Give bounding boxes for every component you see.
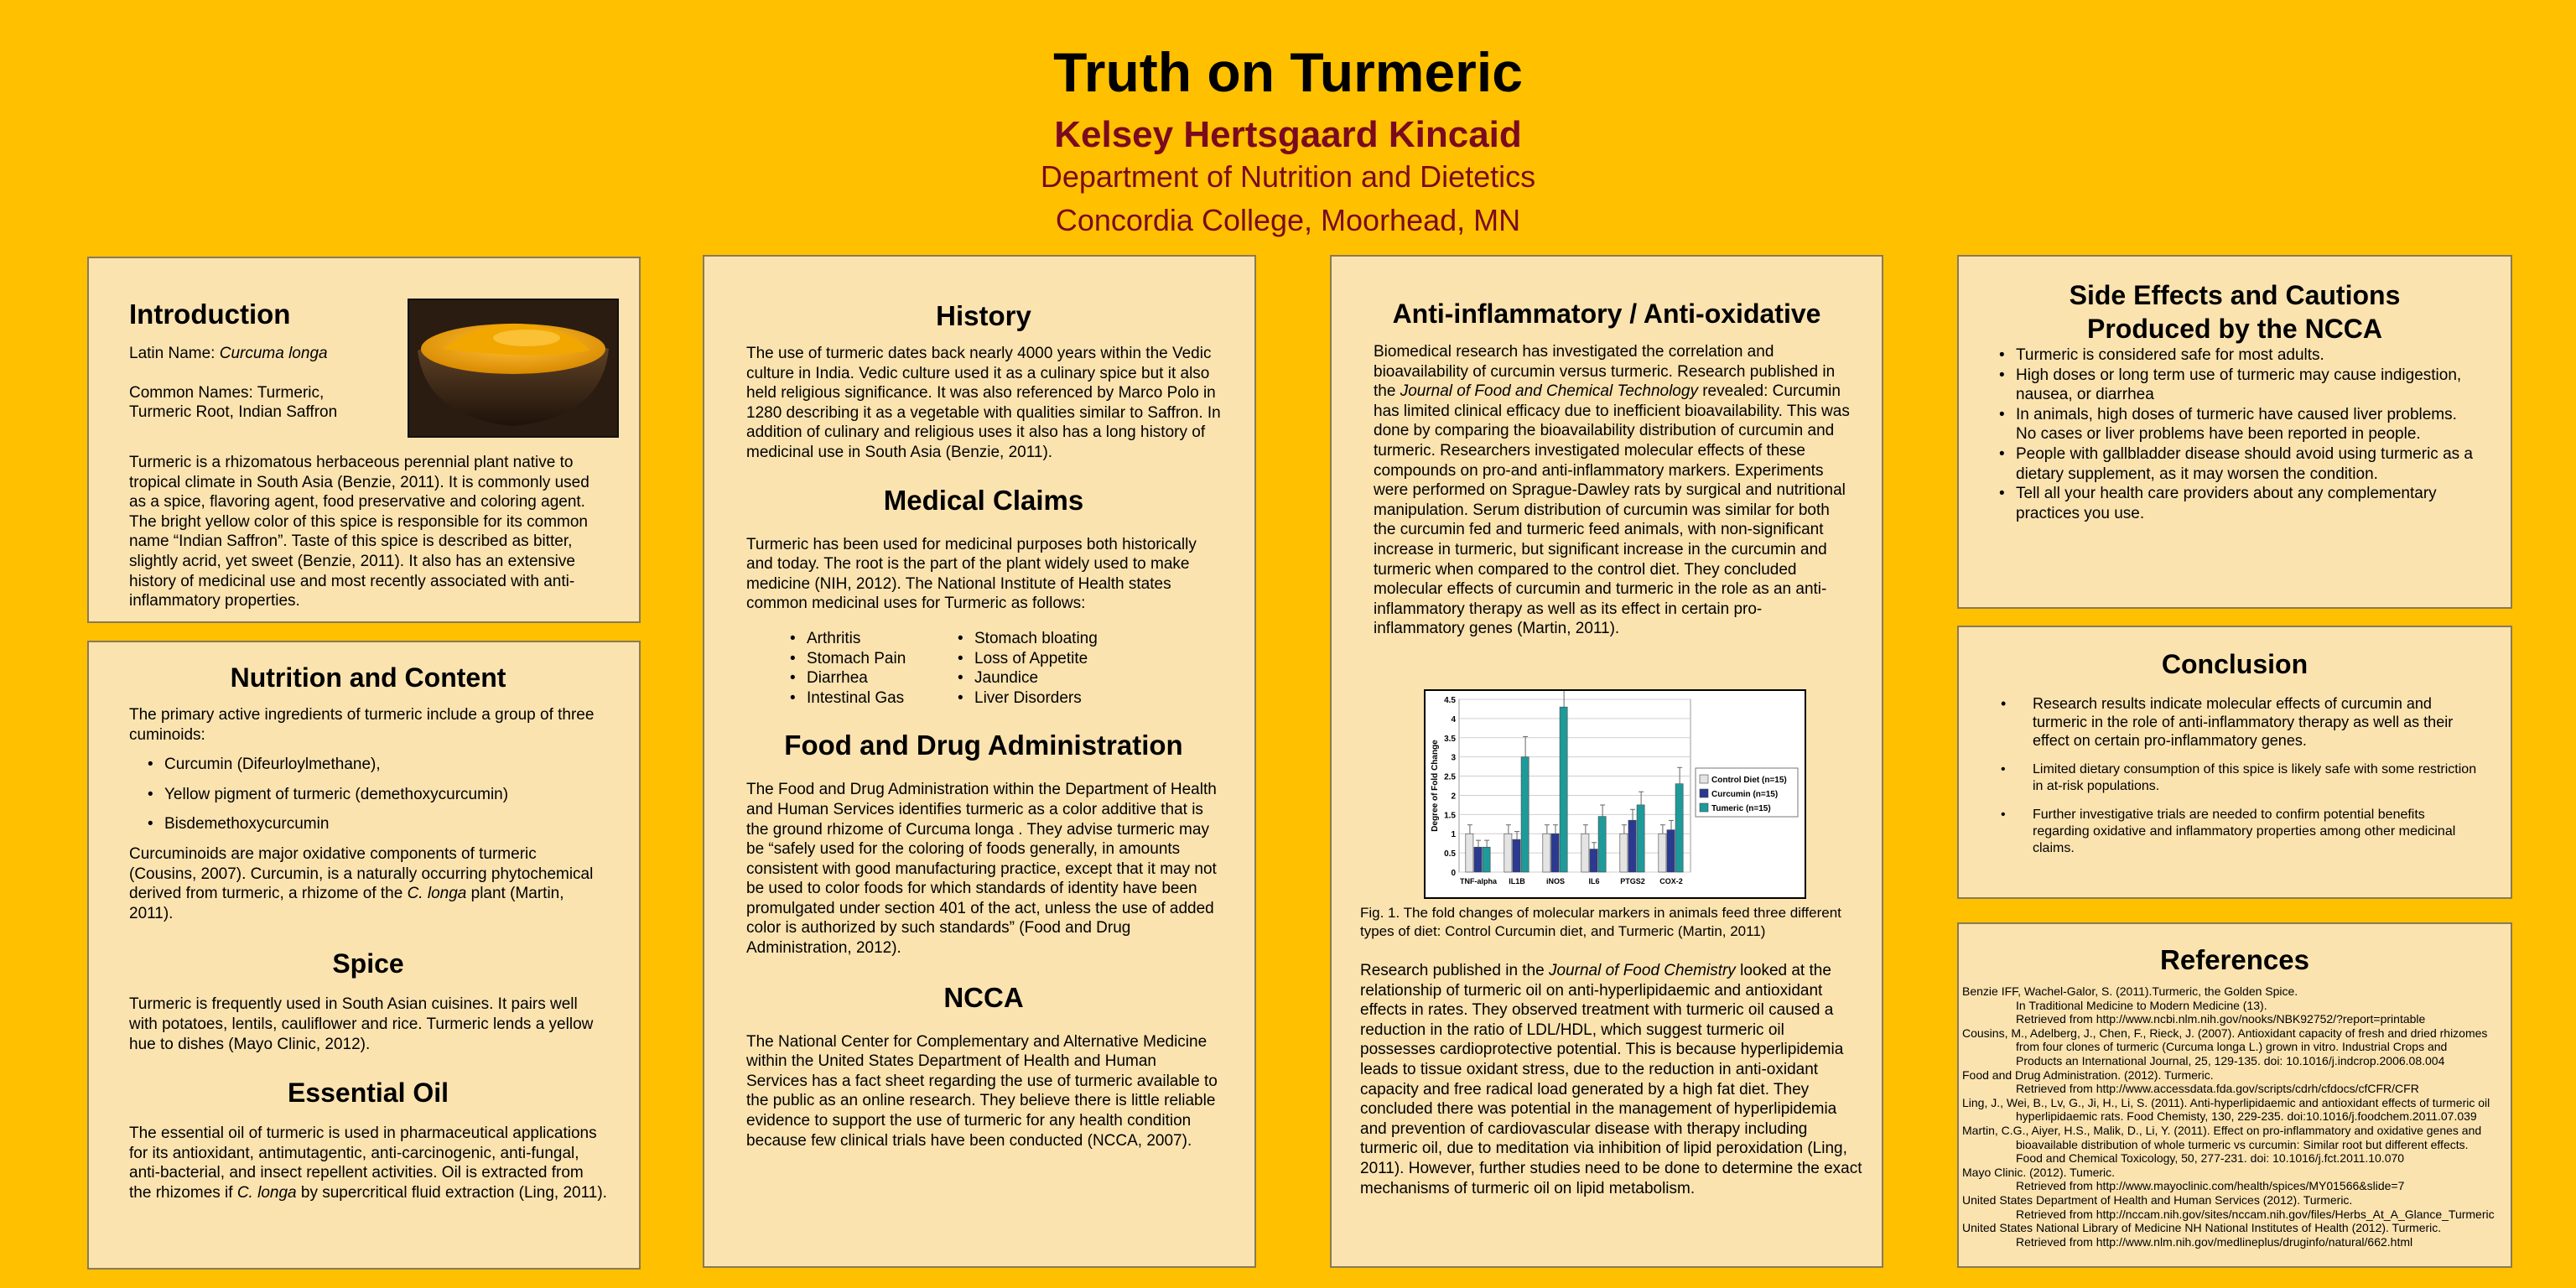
introduction-body: Turmeric is a rhizomatous herbaceous perennial plant native to tropical climate in South Asia (Benzie, 2011). It is commonly used as a spice, flavoring agent, food preservative and coloring agent. The bright yellow color of this spice is responsible for its common name “Indian Saffron”. Taste of this spice is described as bitter, slightly acrid, yet sweet (Benzie, 2011). It also has an extensive history of medicinal use and most recently associated with anti-inflammatory properties.	[129, 454, 589, 610]
latin-label: Latin Name:	[129, 345, 220, 362]
reference-line: Products an International Journal, 25, 129-135. doi: 10.1016/j.indcrop.2006.08.004	[2016, 1053, 2445, 1067]
essential-oil-italic: C. longa	[236, 1183, 297, 1202]
reference-line: Retrieved from http://www.accessdata.fda.gov/scripts/cdrh/cfdocs/cfCFR/CFR	[2016, 1082, 2419, 1096]
x-tick-label: TNF-alpha	[1460, 877, 1497, 886]
reference-first-line: Ling, J., Wei, B., Lv, G., Ji, H., Li, S. (2011). Anti-hyperlipidaemic and antioxidant effects of turmeric oil	[1962, 1095, 2490, 1109]
medical-uses-list	[746, 629, 1221, 708]
list-item: • Turmeric is considered safe for most adults.	[1997, 345, 2475, 366]
anti-body2-text-end: looked at the relationship of turmeric oil on anti-hyperlipidaemic and antioxidant effects in rates. They observed treatment with turmeric oil caused a reduction in the ratio of LDL/HDL, which suggest turmeric oil possesses cardioprotective potential. This is because hyperlipidemia leads to tissue oxidant stress, due to the reduction in anti-oxidant capacity and free radical load generated by a high fat diet. They concluded there was potential in the management of hyperlipidemia and prevention of cardiovascular disease with therapy including turmeric oil, due to meditation via inhibition of lipid peroxidation (Ling, 2011). However, further studies need to be done to determine the exact mechanisms of turmeric oil on lipid metabolism.	[1360, 962, 1862, 1197]
reference-entry	[1962, 1193, 2507, 1221]
reference-first-line: Martin, C.G., Aiyer, H.S., Malik, D., Li, Y. (2011). Effect on pro-inflammatory and oxidative genes and	[1962, 1123, 2482, 1137]
poster-title: Truth on Turmeric	[1053, 41, 1523, 103]
anti-body-italic: Journal of Food and Chemical Technology	[1400, 382, 1698, 401]
list-item: • Limited dietary consumption of this spice is likely safe with some restriction in at-risk populations.	[1999, 761, 2477, 795]
anti-body-text: Biomedical research has investigated the correlation and bioavailability of curcumin versus turmeric. Research published in the	[1374, 343, 1836, 401]
anti-body2-text: Research published in the	[1360, 962, 1549, 979]
author-name: Kelsey Hertsgaard Kincaid	[1054, 114, 1522, 155]
history-title: History	[936, 300, 1031, 331]
reference-entry	[1962, 1096, 2507, 1124]
reference-first-line: Benzie IFF, Wachel-Galor, S. (2011).Turmeric, the Golden Spice.	[1962, 984, 2298, 998]
anti-body-text-end: revealed: Curcumin has limited clinical efficacy due to inefficient bioavailability. This was done by comparing the bioavailability distribution of curcumin and turmeric. Researchers investigated molecular effects of these compounds on pro-and anti-inflammatory markers. Experiments were performed on Sprague-Dawley rats by surgical and nutritional manipulation. Serum distribution of curcumin was similar for both the curcumin fed and turmeric feed animals, with non-significant increase in turmeric, but significant increase in the curcumin and turmeric when compared to the control diet. They concluded molecular effects of curcumin and turmeric in the role as an anti-inflammatory therapy as well as its effect in certain pro-inflammatory genes (Martin, 2011).	[1374, 382, 1850, 638]
conclusion-title: Conclusion	[2161, 649, 2309, 679]
bar	[1466, 834, 1473, 872]
essential-oil-title: Essential Oil	[287, 1078, 449, 1109]
fda-title: Food and Drug Administration	[784, 730, 1183, 761]
legend-swatch	[1700, 803, 1708, 812]
ncca-title: NCCA	[943, 981, 1024, 1013]
essential-oil-text: The essential oil of turmeric is used in pharmaceutical applications for its antioxidant, antimutagentic, anti-carcinogenic, anti-fungal, anti-bacterial, and insect repellent activities. Oil is extracted from the rhizomes if	[129, 1124, 597, 1202]
bar	[1543, 834, 1550, 872]
reference-line: bioavailable distribution of whole turmeric vs curcumin: Similar root but different effects.	[2016, 1137, 2469, 1151]
y-tick-label: 4.5	[1444, 696, 1456, 705]
legend-swatch	[1700, 775, 1708, 783]
legend-label: Tumeric (n=15)	[1711, 804, 1771, 813]
common-names-1: Common Names: Turmeric,	[129, 383, 325, 402]
x-tick-label: COX-2	[1659, 877, 1683, 886]
anti-body2-italic: Journal of Food Chemistry	[1548, 962, 1736, 979]
reference-first-line: Mayo Clinic. (2012). Tumeric.	[1962, 1165, 2116, 1179]
bar	[1628, 820, 1636, 872]
legend-label: Control Diet (n=15)	[1711, 776, 1787, 785]
list-item: • Stomach bloating	[956, 629, 1098, 649]
list-item: • Curcumin (Difeurloylmethane),	[146, 755, 607, 775]
reference-entry	[1962, 1221, 2507, 1249]
y-tick-label: 1	[1451, 830, 1456, 840]
reference-line: Retrieved from http://www.mayoclinic.com/health/spices/MY01566&slide=7	[2016, 1179, 2405, 1193]
list-item: • People with gallbladder disease should avoid using turmeric as a dietary supplement, as it may worsen the condition.	[1997, 444, 2475, 484]
y-tick-label: 4	[1451, 714, 1456, 724]
fold-change-chart	[1424, 689, 1806, 899]
reference-line: hyperlipidaemic rats. Food Chemisty, 130, 229-235. doi:10.1016/j.foodchem.2011.07.039	[2016, 1109, 2477, 1124]
side-effects-title-1: Side Effects and Cautions	[2069, 280, 2401, 310]
reference-line: from four clones of turmeric (Curcuma longa L.) grown in vitro. Industrial Crops and	[2016, 1040, 2448, 1054]
college: Concordia College, Moorhead, MN	[1055, 203, 1521, 237]
medical-claims-title: Medical Claims	[883, 484, 1084, 516]
reference-first-line: United States Department of Health and Human Services (2012). Turmeric.	[1962, 1192, 2353, 1207]
list-item: • Liver Disorders	[956, 688, 1098, 709]
list-item: • Research results indicate molecular effects of curcumin and turmeric in the role of anti-inflammatory therapy as well as their effect on certain pro-inflammatory genes.	[1999, 694, 2477, 750]
y-tick-label: 0	[1451, 869, 1456, 878]
list-item: • Further investigative trials are needed to confirm potential benefits regarding oxidative and inflammatory properties among other medicinal claims.	[1999, 807, 2477, 857]
legend-swatch	[1700, 789, 1708, 797]
y-tick-label: 2	[1451, 792, 1456, 802]
anti-inflammatory-body	[1374, 342, 1852, 639]
reference-entry	[1962, 1068, 2507, 1096]
reference-line: Food and Chemical Toxicology, 50, 277-231. doi: 10.1016/j.fct.2011.10.070	[2016, 1151, 2405, 1166]
references-panel	[1957, 922, 2512, 1268]
bar	[1581, 834, 1589, 872]
list-item: • Yellow pigment of turmeric (demethoxycurcumin)	[146, 785, 607, 805]
bar	[1504, 834, 1512, 872]
latin-name	[129, 344, 397, 364]
side-effects-panel	[1957, 255, 2512, 609]
bar	[1560, 707, 1567, 872]
nutrition-body-italic: C. longa	[407, 885, 467, 903]
references-list	[1962, 984, 2507, 1249]
nutrition-body-text-end: plant (Martin, 2011).	[129, 885, 564, 922]
nutrition-intro: The primary active ingredients of turmeric include a group of three cuminoids:	[129, 706, 595, 744]
anti-inflammatory-panel	[1330, 255, 1883, 1268]
reference-first-line: United States National Library of Medicine NH National Institutes of Health (2012). Turmeric.	[1962, 1221, 2442, 1235]
conclusion-panel	[1957, 626, 2512, 899]
figure-caption: Fig. 1. The fold changes of molecular markers in animals feed three different types of diet: Control Curcumin diet, and Turmeric (Martin, 2011)	[1360, 905, 1841, 939]
medical-uses-col1	[788, 629, 956, 708]
spice-title: Spice	[332, 948, 404, 979]
bar	[1667, 830, 1675, 872]
medical-uses-col2	[956, 629, 1098, 708]
list-item: • Loss of Appetite	[956, 649, 1098, 669]
reference-line: In Traditional Medicine to Modern Medicine (13).	[2016, 998, 2267, 1012]
side-effects-list	[1997, 345, 2475, 523]
reference-first-line: Cousins, M., Adelberg, J., Chen, F., Rieck, J. (2007). Antioxidant capacity of fresh and dried rhizomes	[1962, 1026, 2488, 1040]
history-body: The use of turmeric dates back nearly 4000 years within the Vedic culture in India. Vedic culture used it as a culinary spice but it also held religious significance. It was also referenced by Marco Polo in 1280 describing it as a vegetable with qualities similar to Saffron. In addition of culinary and religious uses it also has a long history of medicinal use in South Asia (Benzie, 2011).	[746, 345, 1221, 461]
x-tick-label: PTGS2	[1620, 877, 1645, 886]
reference-line: Retrieved from http://nccam.nih.gov/sites/nccam.nih.gov/files/Herbs_At_A_Glance_Turmeric	[2016, 1207, 2495, 1221]
nutrition-body-text: Curcuminoids are major oxidative components of turmeric (Cousins, 2007). Curcumin, is a naturally occurring phytochemical derived from turmeric, a rhizome of the	[129, 844, 594, 903]
ncca-body: The National Center for Complementary and Alternative Medicine within the United States Department of Health and Human Services has a fact sheet regarding the use of turmeric available to the public as an online research. They believe there is little reliable evidence to support the use of turmeric for any health condition because few clinical trials have been conducted (NCCA, 2007).	[746, 1032, 1218, 1150]
y-axis-label: Degree of Fold Change	[1431, 740, 1440, 832]
x-tick-label: IL6	[1588, 877, 1600, 886]
medical-claims-body: Turmeric has been used for medicinal purposes both historically and today. The root is the part of the plant widely used to make medicine (NIH, 2012). The National Institute of Health states common medicinal uses for Turmeric as follows:	[746, 535, 1197, 613]
x-tick-label: IL1B	[1509, 877, 1525, 886]
essential-oil-body	[129, 1124, 607, 1202]
bar	[1675, 784, 1683, 872]
legend-label: Curcumin (n=15)	[1711, 790, 1779, 799]
reference-line: Retrieved from http://www.ncbi.nlm.nih.gov/nooks/NBK92752/?report=printable	[2016, 1012, 2426, 1026]
fold-change-chart-svg	[1426, 691, 1801, 894]
side-effects-title-2: Produced by the NCCA	[2086, 314, 2383, 344]
reference-entry	[1962, 1166, 2507, 1193]
introduction-panel	[87, 257, 641, 623]
bar	[1637, 805, 1644, 872]
department: Department of Nutrition and Dietetics	[1040, 159, 1536, 194]
list-item: • In animals, high doses of turmeric have caused liver problems. No cases or liver problems have been reported in people.	[1997, 405, 2475, 444]
bar	[1513, 839, 1520, 872]
spice-body: Turmeric is frequently used in South Asian cuisines. It pairs well with potatoes, lentils, cauliflower and rice. Turmeric lends a yellow hue to dishes (Mayo Clinic, 2012).	[129, 995, 594, 1053]
reference-first-line: Food and Drug Administration. (2012). Turmeric.	[1962, 1067, 2214, 1082]
anti-inflammatory-title: Anti-inflammatory / Anti-oxidative	[1392, 299, 1821, 329]
bar	[1474, 847, 1482, 872]
list-item: • Jaundice	[956, 668, 1098, 688]
conclusion-list	[1999, 694, 2477, 857]
cuminoid-list	[146, 755, 607, 834]
list-item: • Stomach Pain	[788, 649, 956, 669]
references-title: References	[2160, 944, 2309, 975]
essential-oil-text-end: by supercritical fluid extraction (Ling, 2011).	[296, 1183, 607, 1202]
list-item: • Bisdemethoxycurcumin	[146, 814, 607, 834]
y-tick-label: 0.5	[1444, 849, 1456, 860]
bar	[1551, 834, 1559, 872]
plot-area	[1459, 699, 1690, 872]
list-item: • Intestinal Gas	[788, 688, 956, 709]
y-tick-label: 1.5	[1444, 811, 1456, 821]
latin-value: Curcuma longa	[219, 345, 328, 362]
list-item: • High doses or long term use of turmeric may cause indigestion, nausea, or diarrhea	[1997, 366, 2475, 405]
turmeric-bowl-image	[408, 299, 619, 438]
x-tick-label: iNOS	[1545, 877, 1566, 886]
reference-entry	[1962, 1026, 2507, 1068]
y-tick-label: 2.5	[1444, 772, 1456, 782]
bar	[1521, 757, 1529, 872]
y-tick-label: 3	[1451, 753, 1456, 763]
list-item: • Arthritis	[788, 629, 956, 649]
anti-oxidative-body	[1360, 961, 1863, 1198]
reference-entry	[1962, 984, 2507, 1026]
bar	[1659, 834, 1666, 872]
history-panel	[703, 255, 1256, 1268]
nutrition-body	[129, 844, 607, 923]
list-item: • Diarrhea	[788, 668, 956, 688]
bar	[1598, 817, 1606, 872]
common-names-2: Turmeric Root, Indian Saffron	[129, 403, 338, 422]
introduction-title: Introduction	[129, 299, 291, 330]
bar	[1620, 834, 1628, 872]
turmeric-bowl-icon	[409, 300, 617, 436]
bar	[1483, 847, 1490, 872]
bar	[1590, 849, 1597, 872]
y-tick-label: 3.5	[1444, 734, 1456, 744]
reference-line: Retrieved from http://www.nlm.nih.gov/medlineplus/druginfo/natural/662.html	[2016, 1234, 2413, 1249]
list-item: • Tell all your health care providers about any complementary practices you use.	[1997, 484, 2475, 523]
nutrition-title: Nutrition and Content	[230, 662, 506, 693]
fda-body: The Food and Drug Administration within the Department of Health and Human Services identifies turmeric as a color additive that is the ground rhizome of Curcuma longa . They advise turmeric may be “safely used for the coloring of foods generally, in amounts consistent with good manufacturing practice, except that it may not be used to color foods for which standards of identity have been promulgated under section 401 of the act, unless the use of added color is authorized by such standards” (Food and Drug Administration, 2012).	[746, 781, 1217, 958]
nutrition-panel	[87, 641, 641, 1270]
reference-entry	[1962, 1124, 2507, 1166]
